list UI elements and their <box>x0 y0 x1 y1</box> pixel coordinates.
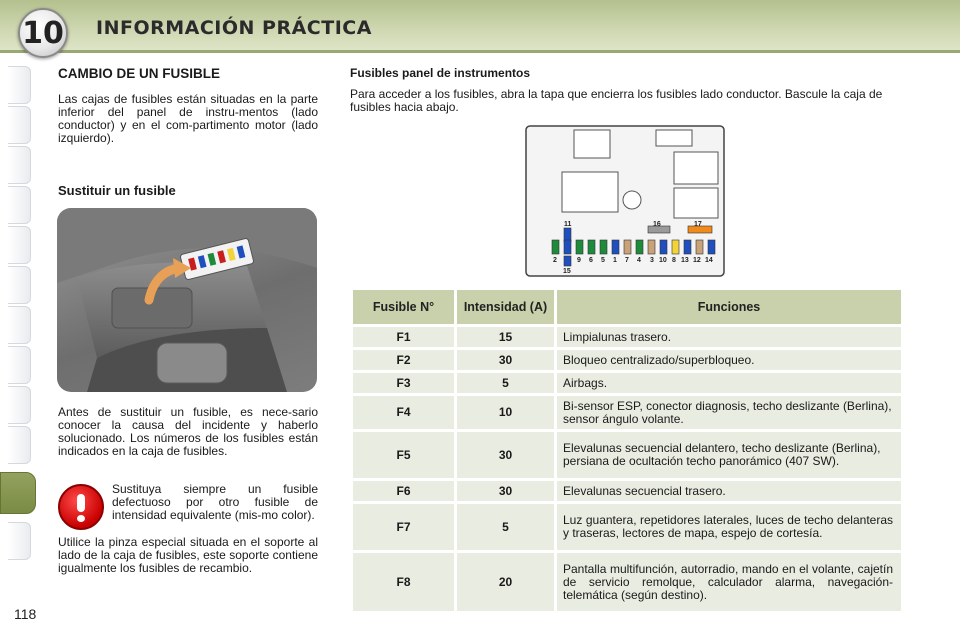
fuse-amps: 30 <box>457 350 554 370</box>
fuse-number: F8 <box>353 553 454 611</box>
fuse-label-15: 15 <box>563 268 571 275</box>
chapter-tab[interactable] <box>8 386 31 424</box>
chapter-tab[interactable] <box>8 226 31 264</box>
intro-paragraph: Las cajas de fusibles están situadas en la parte inferior del panel de instru-mentos (lado conductor) y en el com-partimento motor (lado izquierdo). <box>58 92 318 145</box>
fuse-label-13: 13 <box>681 257 689 264</box>
fuse-slot <box>600 240 607 254</box>
fuse-number: F1 <box>353 327 454 347</box>
table-row <box>353 432 901 478</box>
subsection-title: Sustituir un fusible <box>58 183 176 198</box>
chapter-tabs <box>0 62 36 582</box>
chapter-tab[interactable] <box>8 426 31 464</box>
fuse-slot <box>708 240 715 254</box>
fuse-slot <box>564 240 571 254</box>
header-divider <box>0 50 960 53</box>
fuse-label-9: 9 <box>577 257 581 264</box>
fuse-number: F7 <box>353 504 454 550</box>
fuse-label-7: 7 <box>625 257 629 264</box>
fuse-label-10: 10 <box>659 257 667 264</box>
instrument-panel-fuses-intro: Para acceder a los fusibles, abra la tapa que encierra los fusibles lado conductor. Bascule la caja de fusibles hacia abajo. <box>350 87 883 114</box>
fuse-slot <box>636 240 643 254</box>
fuse-function: Bloqueo centralizado/superbloqueo. <box>557 350 901 370</box>
fuse-amps: 5 <box>457 373 554 393</box>
chapter-tab[interactable] <box>8 146 31 184</box>
table-row <box>353 350 901 370</box>
table-row <box>353 327 901 347</box>
chapter-tab[interactable] <box>8 66 31 104</box>
chapter-tab[interactable] <box>8 266 31 304</box>
fuse-amps: 30 <box>457 481 554 501</box>
fuse-label-3: 3 <box>650 257 654 264</box>
fuse-amps: 30 <box>457 432 554 478</box>
fuse-slot <box>552 240 559 254</box>
chapter-tab[interactable] <box>8 306 31 344</box>
fuse-label-17: 17 <box>694 221 702 228</box>
fuse-layout-svg <box>520 122 730 282</box>
fuse-function: Elevalunas secuencial trasero. <box>557 481 901 501</box>
column-header-fuse: Fusible N° <box>353 290 454 324</box>
chapter-tab[interactable] <box>8 186 31 224</box>
fuse-label-2: 2 <box>553 257 557 264</box>
table-row <box>353 481 901 501</box>
fuse-box-illustration <box>57 208 317 392</box>
fuse-label-12: 12 <box>693 257 701 264</box>
page-title: INFORMACIÓN PRÁCTICA <box>96 17 372 39</box>
fuse-slot <box>672 240 679 254</box>
fuse-amps: 10 <box>457 396 554 429</box>
fuse-table <box>350 287 904 614</box>
table-row <box>353 553 901 611</box>
warning-icon <box>58 484 104 530</box>
fuse-number: F6 <box>353 481 454 501</box>
fuse-layout-diagram <box>520 122 730 282</box>
fuse-slot <box>660 240 667 254</box>
table-row <box>353 396 901 429</box>
chapter-badge: 10 <box>18 8 68 58</box>
fuse-function: Luz guantera, repetidores laterales, luces de techo delanteras y traseras, lectores de mapa, espejo de cortesía. <box>557 504 901 550</box>
chapter-tab-active[interactable] <box>0 472 36 514</box>
causes-paragraph: Antes de sustituir un fusible, es nece-sario conocer la causa del incidente y haberlo solucionado. Los números de los fusibles están indicados en la caja de fusibles. <box>58 405 318 458</box>
fuse-label-8: 8 <box>672 257 676 264</box>
table-row <box>353 504 901 550</box>
fuse-slot <box>648 240 655 254</box>
fuse-label-14: 14 <box>705 257 713 264</box>
column-header-functions: Funciones <box>557 290 901 324</box>
fuse-slot <box>588 240 595 254</box>
fuse-label-1: 1 <box>613 257 617 264</box>
table-row <box>353 373 901 393</box>
chapter-tab[interactable] <box>8 346 31 384</box>
fuse-slot-15 <box>564 256 571 266</box>
fuse-number: F2 <box>353 350 454 370</box>
warning-text: Sustituya siempre un fusible defectuoso por otro fusible de intensidad equivalente (mis-mo color). <box>112 482 318 522</box>
fuse-slot <box>576 240 583 254</box>
fuse-function: Pantalla multifunción, autorradio, mando en el volante, cajetín de servicio remolque, calculador alarma, navegación-telemática (según destino). <box>557 553 901 611</box>
fuse-slot <box>696 240 703 254</box>
fuse-number: F4 <box>353 396 454 429</box>
chapter-tab[interactable] <box>8 522 31 560</box>
tweezers-paragraph: Utilice la pinza especial situada en el soporte al lado de la caja de fusibles, este soporte contiene igualmente los fusibles de recambio. <box>58 535 318 575</box>
instrument-panel-fuses-title: Fusibles panel de instrumentos <box>350 66 531 80</box>
chapter-tab[interactable] <box>8 106 31 144</box>
column-header-amps: Intensidad (A) <box>457 290 554 324</box>
fuse-function: Bi-sensor ESP, conector diagnosis, techo deslizante (Berlina), sensor ángulo volante. <box>557 396 901 429</box>
fuse-label-5: 5 <box>601 257 605 264</box>
section-title: CAMBIO DE UN FUSIBLE <box>58 66 220 81</box>
fuse-amps: 20 <box>457 553 554 611</box>
fuse-amps: 5 <box>457 504 554 550</box>
fuse-amps: 15 <box>457 327 554 347</box>
fuse-label-11: 11 <box>564 221 572 228</box>
fuse-slot <box>624 240 631 254</box>
fuse-label-6: 6 <box>589 257 593 264</box>
fuse-function: Limpialunas trasero. <box>557 327 901 347</box>
fuse-function: Airbags. <box>557 373 901 393</box>
fuse-number: F5 <box>353 432 454 478</box>
fuse-slot <box>684 240 691 254</box>
fuse-label-16: 16 <box>653 221 661 228</box>
fuse-label-4: 4 <box>637 257 641 264</box>
table-header-row <box>353 290 901 324</box>
page-number: 118 <box>14 606 37 622</box>
fuse-slot <box>612 240 619 254</box>
fuse-number: F3 <box>353 373 454 393</box>
fuse-box-photo <box>57 208 317 392</box>
fuse-function: Elevalunas secuencial delantero, techo deslizante (Berlina), persiana de ocultación techo panorámico (407 SW). <box>557 432 901 478</box>
